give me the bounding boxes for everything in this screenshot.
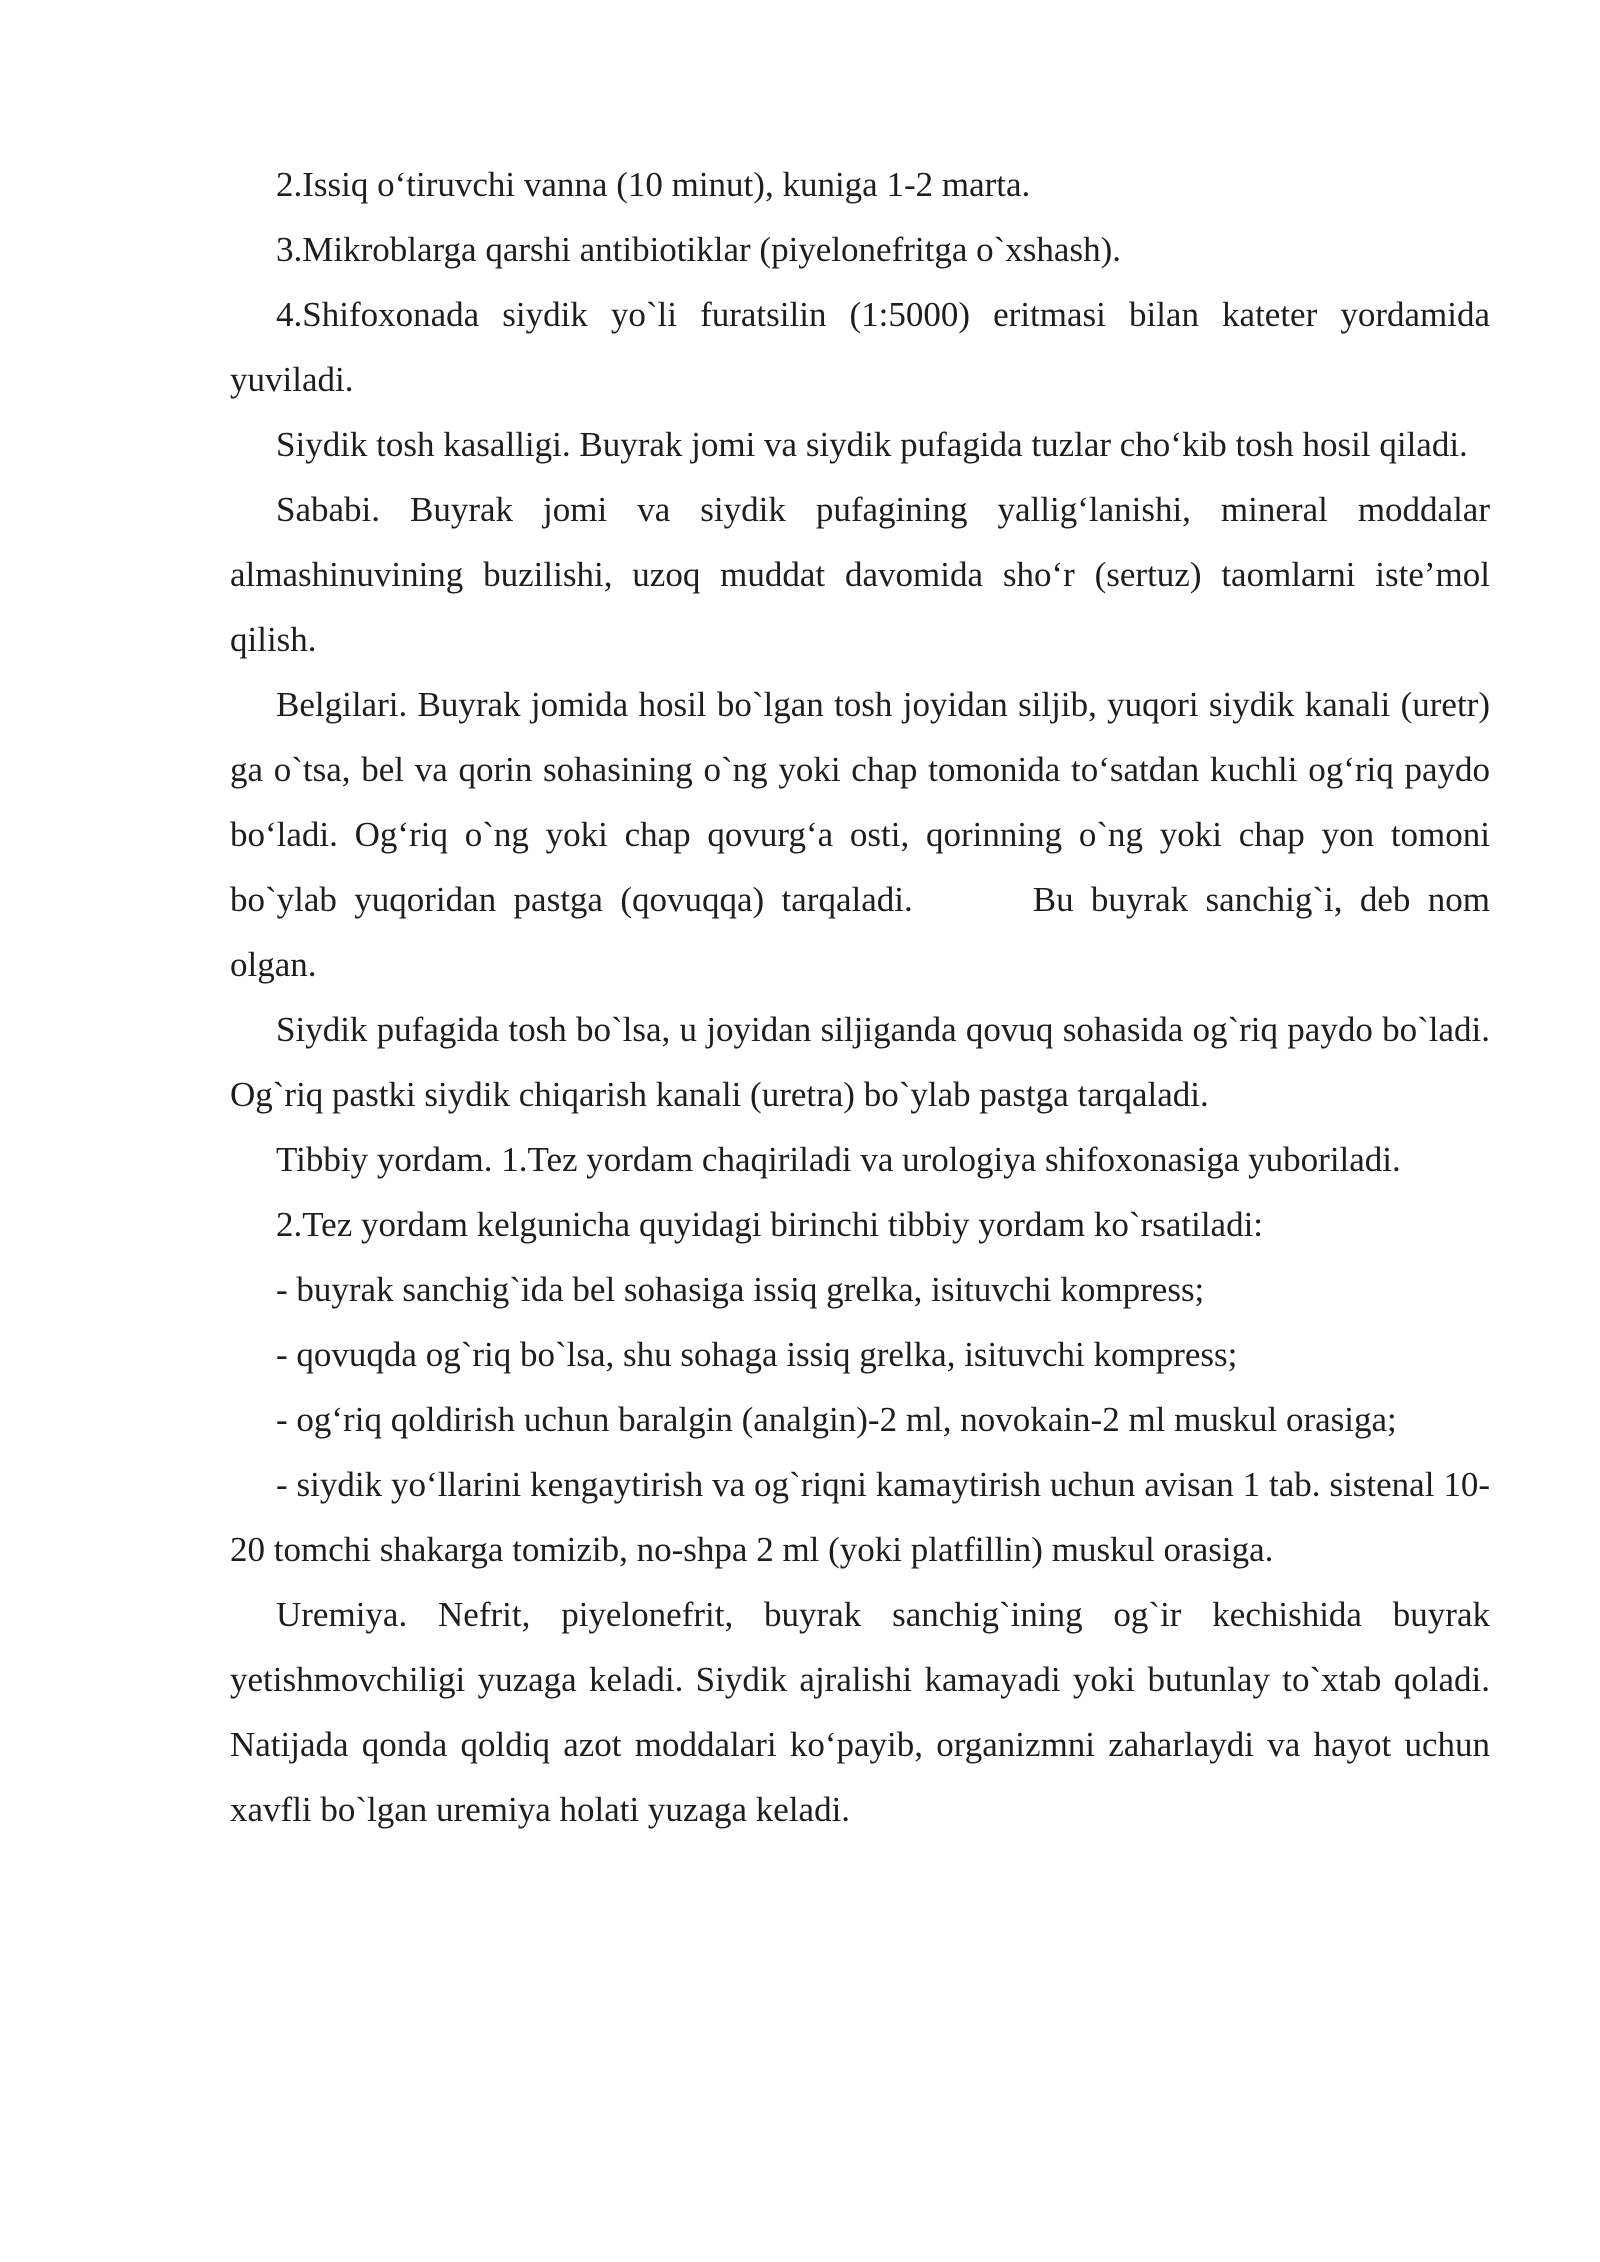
paragraph-kidney-stone-disease: Siydik tosh kasalligi. Buyrak jomi va siydik pufagida tuzlar cho‘kib tosh hosil qiladi.	[276, 425, 1468, 464]
paragraph-symptoms	[230, 672, 1490, 997]
paragraph-causes: Sababi. Buyrak jomi va siydik pufagining yallig‘lanishi, mineral moddalar almashinuvining buzilishi, uzoq muddat davomida sho‘r (sertuz) taomlarni iste’mol qilish.	[230, 490, 1490, 659]
paragraph-hot-bath: 2.Issiq o‘tiruvchi vanna (10 minut), kuniga 1-2 marta.	[276, 165, 1031, 204]
renal-colic-note: Bu buyrak sanchig`i, deb nom olgan.	[230, 880, 1490, 984]
document-page	[230, 152, 1490, 1842]
paragraph-uremia: Uremiya. Nefrit, piyelonefrit, buyrak sanchig`ining og`ir kechishida buyrak yetishmovchiligi yuzaga keladi. Siydik ajralishi kamayadi yoki butunlay to`xtab qoladi. Natijada qonda qoldiq azot moddalari ko‘payib, organizmni zaharlaydi va hayot uchun xavfli bo`lgan uremiya holati yuzaga keladi.	[230, 1595, 1490, 1829]
list-item-pain-relief: - og‘riq qoldirish uchun baralgin (analgin)-2 ml, novokain-2 ml muskul orasiga;	[276, 1400, 1397, 1439]
list-item-bladder-pain-warmth: - qovuqda og`riq bo`lsa, shu sohaga issiq grelka, isituvchi kompress;	[276, 1335, 1238, 1374]
list-item-renal-colic-warmth: - buyrak sanchig`ida bel sohasiga issiq grelka, isituvchi kompress;	[276, 1270, 1205, 1309]
symptoms-text: Belgilari. Buyrak jomida hosil bo`lgan tosh joyidan siljib, yuqori siydik kanali (uretr) ga o`tsa, bel va qorin sohasining o`ng yoki chap tomonida to‘satdan kuchli og‘riq paydo bo‘ladi. Og‘riq o`ng yoki chap qovurg‘a osti, qorinning o`ng yoki chap yon tomoni bo`ylab yuqoridan pastga (qovuqqa) tarqaladi.	[230, 685, 1490, 919]
paragraph-bladder-stone: Siydik pufagida tosh bo`lsa, u joyidan siljiganda qovuq sohasida og`riq paydo bo`ladi. Og`riq pastki siydik chiqarish kanali (uretra) bo`ylab pastga tarqaladi.	[230, 1010, 1490, 1114]
paragraph-catheter-wash: 4.Shifoxonada siydik yo`li furatsilin (1:5000) eritmasi bilan kateter yordamida yuviladi.	[230, 295, 1490, 399]
paragraph-antibiotics: 3.Mikroblarga qarshi antibiotiklar (piyelonefritga o`xshash).	[276, 230, 1121, 269]
list-item-urinary-tract-dilation: - siydik yo‘llarini kengaytirish va og`riqni kamaytirish uchun avisan 1 tab. sistenal 10-20 tomchi shakarga tomizib, no-shpa 2 ml (yoki platfillin) muskul orasiga.	[230, 1465, 1490, 1569]
paragraph-medical-help: Tibbiy yordam. 1.Tez yordam chaqiriladi va urologiya shifoxonasiga yuboriladi.	[276, 1140, 1401, 1179]
paragraph-first-aid-intro: 2.Tez yordam kelgunicha quyidagi birinchi tibbiy yordam ko`rsatiladi:	[276, 1205, 1264, 1244]
